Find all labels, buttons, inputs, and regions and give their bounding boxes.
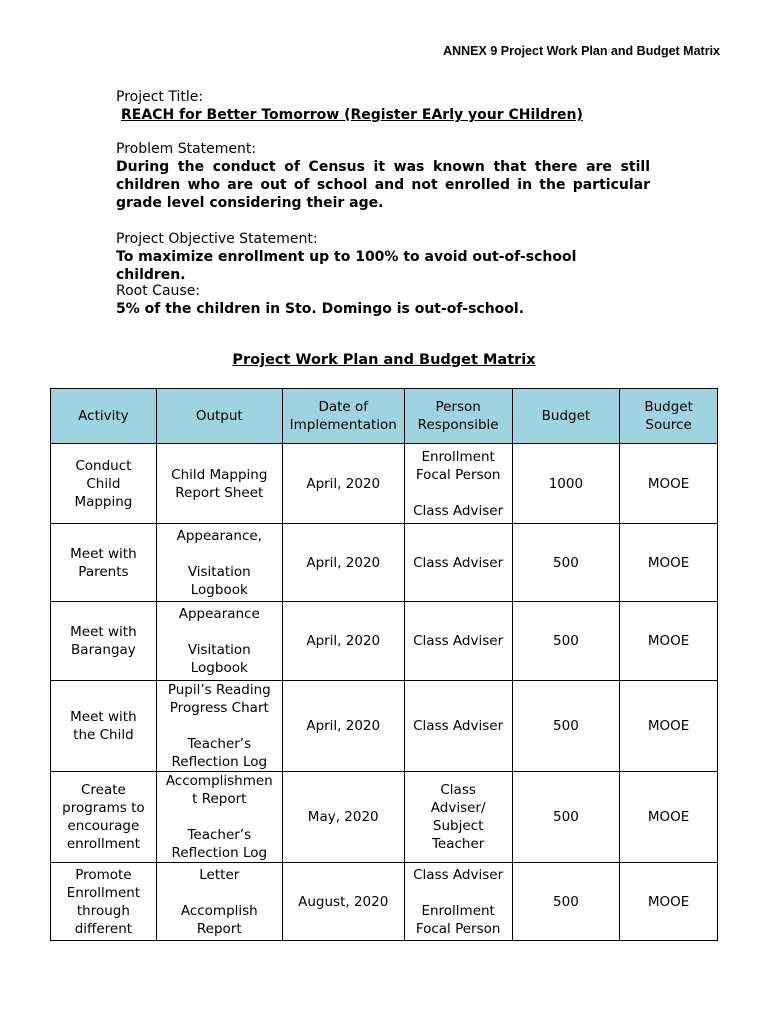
- root-cause-value: 5% of the children in Sto. Domingo is out-of-school.: [116, 301, 525, 317]
- matrix-title: Project Work Plan and Budget Matrix: [232, 352, 536, 368]
- problem-statement-value: During the conduct of Census it was known that there are still children who are out of school and not enrolled in the particular grade level considering their age.: [116, 159, 650, 211]
- table-row: [51, 524, 718, 602]
- date-cell: April, 2020: [282, 524, 404, 602]
- budget-cell: 1000: [512, 444, 620, 524]
- budget-cell: 500: [512, 524, 620, 602]
- column-header-person: Person Responsible: [404, 389, 512, 444]
- date-cell: April, 2020: [282, 602, 404, 681]
- date-cell: May, 2020: [282, 772, 404, 863]
- person-cell: Class Adviser/ Subject Teacher: [404, 772, 512, 863]
- objective-value: To maximize enrollment up to 100% to avoid out-of-school children.: [116, 249, 577, 283]
- output-cell: Letter Accomplish Report: [156, 863, 282, 941]
- output-cell: Pupil’s Reading Progress Chart Teacher’s Reflection Log: [156, 681, 282, 772]
- source-cell: MOOE: [620, 602, 718, 681]
- root-cause-label: Root Cause:: [116, 283, 201, 299]
- date-cell: April, 2020: [282, 681, 404, 772]
- work-plan-table: [50, 388, 718, 941]
- root-cause-section: [116, 282, 650, 318]
- output-cell: Accomplishmen t Report Teacher’s Reflection Log: [156, 772, 282, 863]
- objective-label: Project Objective Statement:: [116, 231, 318, 247]
- table-header-row: [51, 389, 718, 444]
- table-row: [51, 863, 718, 941]
- column-header-source: Budget Source: [620, 389, 718, 444]
- table-row: [51, 681, 718, 772]
- budget-cell: 500: [512, 863, 620, 941]
- person-cell: Class Adviser: [404, 524, 512, 602]
- date-cell: April, 2020: [282, 444, 404, 524]
- project-title-label: Project Title:: [116, 89, 204, 105]
- budget-cell: 500: [512, 681, 620, 772]
- problem-statement-label: Problem Statement:: [116, 141, 257, 157]
- source-cell: MOOE: [620, 772, 718, 863]
- output-cell: Appearance Visitation Logbook: [156, 602, 282, 681]
- project-title-value: REACH for Better Tomorrow (Register EArly your CHildren): [121, 107, 583, 123]
- person-cell: Class Adviser Enrollment Focal Person: [404, 863, 512, 941]
- column-header-date: Date of Implementation: [282, 389, 404, 444]
- column-header-activity: Activity: [51, 389, 157, 444]
- output-cell: Child Mapping Report Sheet: [156, 444, 282, 524]
- person-cell: Class Adviser: [404, 681, 512, 772]
- date-cell: August, 2020: [282, 863, 404, 941]
- table-row: [51, 772, 718, 863]
- activity-cell: Promote Enrollment through different: [51, 863, 157, 941]
- output-cell: Appearance, Visitation Logbook: [156, 524, 282, 602]
- person-cell: Class Adviser: [404, 602, 512, 681]
- objective-section: [116, 230, 650, 284]
- activity-cell: Meet with Parents: [51, 524, 157, 602]
- source-cell: MOOE: [620, 444, 718, 524]
- activity-cell: Conduct Child Mapping: [51, 444, 157, 524]
- budget-cell: 500: [512, 772, 620, 863]
- problem-statement-section: [116, 140, 650, 212]
- column-header-output: Output: [156, 389, 282, 444]
- project-title-section: [116, 88, 650, 124]
- source-cell: MOOE: [620, 863, 718, 941]
- table-row: [51, 602, 718, 681]
- source-cell: MOOE: [620, 524, 718, 602]
- activity-cell: Meet with Barangay: [51, 602, 157, 681]
- activity-cell: Create programs to encourage enrollment: [51, 772, 157, 863]
- person-cell: Enrollment Focal Person Class Adviser: [404, 444, 512, 524]
- table-row: [51, 444, 718, 524]
- activity-cell: Meet with the Child: [51, 681, 157, 772]
- budget-cell: 500: [512, 602, 620, 681]
- column-header-budget: Budget: [512, 389, 620, 444]
- source-cell: MOOE: [620, 681, 718, 772]
- annex-heading: ANNEX 9 Project Work Plan and Budget Matrix: [443, 44, 720, 58]
